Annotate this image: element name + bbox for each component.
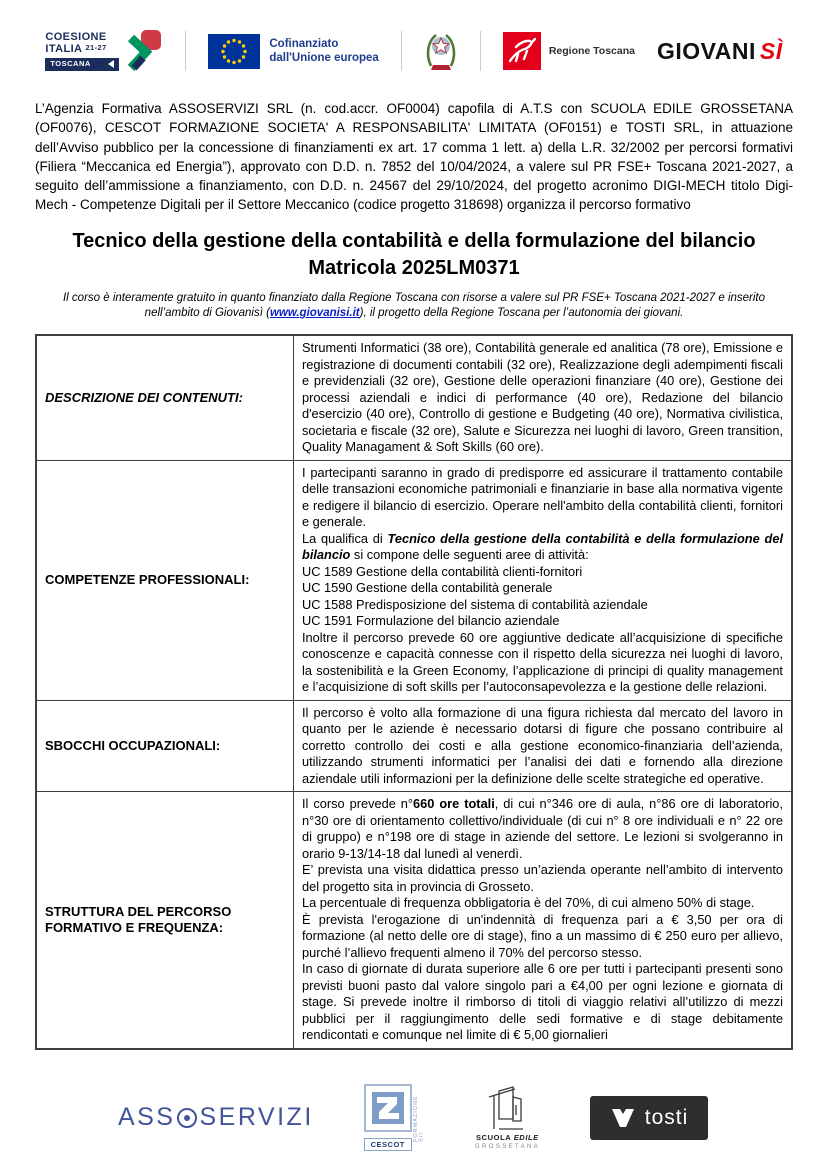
row-label: STRUTTURA DEL PERCORSO FORMATIVO E FREQUENZA: xyxy=(36,792,294,1049)
scuola-line2: GROSSETANA xyxy=(474,1143,541,1150)
cescot-mark-icon xyxy=(364,1084,412,1132)
regione-toscana-logo xyxy=(503,32,635,70)
eu-text-line2: dall'Unione europea xyxy=(269,52,379,64)
eu-cofinanced-logo xyxy=(208,34,378,69)
building-icon xyxy=(485,1085,529,1131)
pegasus-icon xyxy=(503,32,541,70)
row-content xyxy=(294,335,793,460)
eu-flag-icon xyxy=(208,34,260,69)
cescot-side-text: FORMAZIONE Srl xyxy=(412,1095,425,1142)
divider xyxy=(401,31,402,71)
cescot-logo xyxy=(364,1084,425,1151)
row-label: COMPETENZE PROFESSIONALI: xyxy=(36,460,294,700)
coesione-italia-logo xyxy=(45,28,163,74)
assoservizi-suffix: SERVIZI xyxy=(199,1103,314,1131)
scuola-edile-logo xyxy=(475,1085,540,1150)
divider xyxy=(185,31,186,71)
content-paragraph: È prevista l'erogazione di un'indennità di frequenza pari a € 3,50 per ora di formazione (al netto delle ore di stage), fino a un massimo di € 250 euro per allievo, purché l’allievo frequenti almeno il 70% del percorso stesso. xyxy=(302,911,783,960)
table-row xyxy=(36,792,792,1049)
footer-logo-strip xyxy=(0,1084,826,1151)
funding-note xyxy=(35,291,793,321)
scuola-word2: EDILE xyxy=(513,1133,539,1142)
content-paragraph: UC 1590 Gestione della contabilità generale xyxy=(302,580,553,596)
row-content xyxy=(294,460,793,700)
row-label: SBOCCHI OCCUPAZIONALI: xyxy=(36,700,294,792)
row-content xyxy=(294,792,793,1049)
coesione-arrows-icon xyxy=(121,28,163,74)
table-row xyxy=(36,460,792,700)
scuola-word1: SCUOLA xyxy=(476,1133,512,1142)
tosti-v-icon xyxy=(610,1108,636,1128)
content-paragraph: Strumenti Informatici (38 ore), Contabilità generale ed analitica (78 ore), Emissione e registrazione di documenti contabili (32 ore), Realizzazione degli adempimenti fiscali e previdenziali (32 ore), Gestione delle operazioni finanziare (40 ore), Gestione dei processi aziendali e indici di performance (40 ore), Redazione del bilancio d'esercizio (40 ore), Controllo di gestione e Budgeting (40 ore), Normativa civilistica, societaria e fiscale (32 ore), Salute e Sicurezza nei luoghi di lavoro, Green transition, Quality Managament & Soft Skills (60 ore). xyxy=(302,340,783,455)
banner-arrow-icon xyxy=(108,60,114,68)
course-title-line2: Matricola 2025LM0371 xyxy=(308,257,520,280)
content-paragraph: Il corso prevede n°660 ore totali, di cui n°346 ore di aula, n°86 ore di laboratorio, n°30 ore di orientamento collettivo/individuale (di cui n° 8 ore individuali e n° 22 ore di gruppo) e n°198 ore di stage in aziende del settore. Le lezioni si svolgeranno in orario 9-13/14-18 dal lunedì al venerdì. xyxy=(302,796,783,861)
funding-note-after: ), il progetto della Regione Toscana per l’autonomia dei giovani. xyxy=(359,307,684,320)
eu-text-line1: Cofinanziato xyxy=(269,37,339,50)
italian-republic-emblem-icon xyxy=(424,30,458,72)
content-paragraph: UC 1588 Predisposizione del sistema di contabilità aziendale xyxy=(302,596,648,612)
coesione-line1: COESIONE xyxy=(45,30,107,43)
content-paragraph: I partecipanti saranno in grado di predisporre ed assicurare il trattamento contabile delle transazioni economiche patrimoniali e finanziarie in base alla normativa vigente e redigere il bilancio di esercizio. Operare nell'ambito della contabilità clienti, fornitori e generale. xyxy=(302,464,783,530)
content-paragraph: Il percorso è volto alla formazione di una figura richiesta dal mercato del lavoro in quanto per le aziende è necessario dotarsi di figure che possano contribuire al corretto controllo dei costi e alla gestione economico-finanziaria dell’azienda, utilizzando strumenti informatici per l’analisi dei dati e fornendo alla direzione aziendale utili informazioni per la definizione delle scelte strategiche ed operative. xyxy=(302,704,783,786)
row-label: DESCRIZIONE DEI CONTENUTI: xyxy=(36,335,294,460)
content-paragraph: UC 1589 Gestione della contabilità clienti-fornitori xyxy=(302,563,583,579)
giovanisi-logo xyxy=(657,38,783,65)
course-table-body xyxy=(36,335,792,1049)
tosti-word: tosti xyxy=(644,1105,689,1129)
assoservizi-o-icon xyxy=(177,1108,197,1128)
course-table xyxy=(35,334,793,1050)
content-paragraph: In caso di giornate di durata superiore alle 6 ore per tutti i partecipanti presenti sono previsti buoni pasto dal valore singolo pari a €4,00 per ogni lezione e giornata di stage. Si prevede inoltre il rimborso di titoli di viaggio relativi all’utilizzo di mezzi pubblici per il raggiungimento delle sedi formative e di stage debitamente rendicontati e comunque nel limite di € 5,00 giornalieri xyxy=(302,961,783,1043)
giovanisi-link[interactable]: www.giovanisi.it xyxy=(269,307,360,320)
content-paragraph: La percentuale di frequenza obbligatoria è del 70%, di cui almeno 50% di stage. xyxy=(302,895,755,911)
intro-paragraph: L’Agenzia Formativa ASSOSERVIZI SRL (n. cod.accr. OF0004) capofila di A.T.S con SCUOLA EDILE GROSSETANA (OF0076), CESCOT FORMAZIONE SOCIETA' A RESPONSABILITA' LIMITATA (OF0151) e TOSTI SRL, in attuazione dell’Avviso pubblico per la concessione di finanziamenti ex art. 17 comma 1 lett. a) della L.R. 32/2002 per percorsi formativi (Filiera “Meccanica ed Energia”), approvato con D.D. n. 7852 del 10/04/2024, a valere sul PR FSE+ Toscana 2021-2027, a seguito dell’ammissione a finanziamento, con D.D. n. 24567 del 29/10/2024, del progetto acronimo DIGI-MECH titolo Digi-Mech - Competenze Digitali per il Settore Meccanico (codice progetto 318698) organizza il percorso formativo xyxy=(35,101,793,213)
assoservizi-logo xyxy=(118,1103,314,1132)
giovanisi-word: GIOVANI xyxy=(656,37,756,64)
content-paragraph: E’ prevista una visita didattica presso un’azienda operante nell’ambito di intervento del progetto sita in provincia di Grosseto. xyxy=(302,862,783,894)
table-row xyxy=(36,700,792,792)
coesione-years: 21-27 xyxy=(85,42,107,52)
content-paragraph: Inoltre il percorso prevede 60 ore aggiuntive dedicate all’acquisizione di specifiche conoscenze e capacità connesse con il rispetto della sicurezza nei luoghi di lavoro, la sostenibilità e la Green Economy, l’applicazione di principi di quality management e l’acquisizione di soft skills per l’autoconsapevolezza e la gestione delle relazioni. xyxy=(302,629,783,695)
header-logo-strip xyxy=(35,20,793,82)
tosti-logo xyxy=(590,1096,708,1140)
content-paragraph: La qualifica di Tecnico della gestione della contabilità e della formulazione del bilancio si compone delle seguenti aree di attività: xyxy=(302,530,784,563)
coesione-banner: TOSCANA xyxy=(45,58,119,71)
assoservizi-prefix: ASS xyxy=(117,1103,176,1131)
regione-toscana-label: Regione Toscana xyxy=(548,45,635,57)
course-title-line1: Tecnico della gestione della contabilità e della formulazione del bilancio xyxy=(72,230,756,253)
divider xyxy=(480,31,481,71)
table-row xyxy=(36,335,792,460)
course-title xyxy=(35,228,793,282)
giovanisi-si: SÌ xyxy=(759,37,783,64)
content-paragraph: UC 1591 Formulazione del bilancio aziendale xyxy=(302,613,560,629)
funding-note-before: Il corso è interamente gratuito in quanto finanziato dalla Regione Toscana con risorse a valere sul PR FSE+ Toscana 2021-2027 e inserito nell’ambito di Giovanisì ( xyxy=(62,292,766,320)
row-content xyxy=(294,700,793,792)
coesione-line2: ITALIA xyxy=(45,42,82,55)
cescot-label: CESCOT xyxy=(364,1138,412,1151)
